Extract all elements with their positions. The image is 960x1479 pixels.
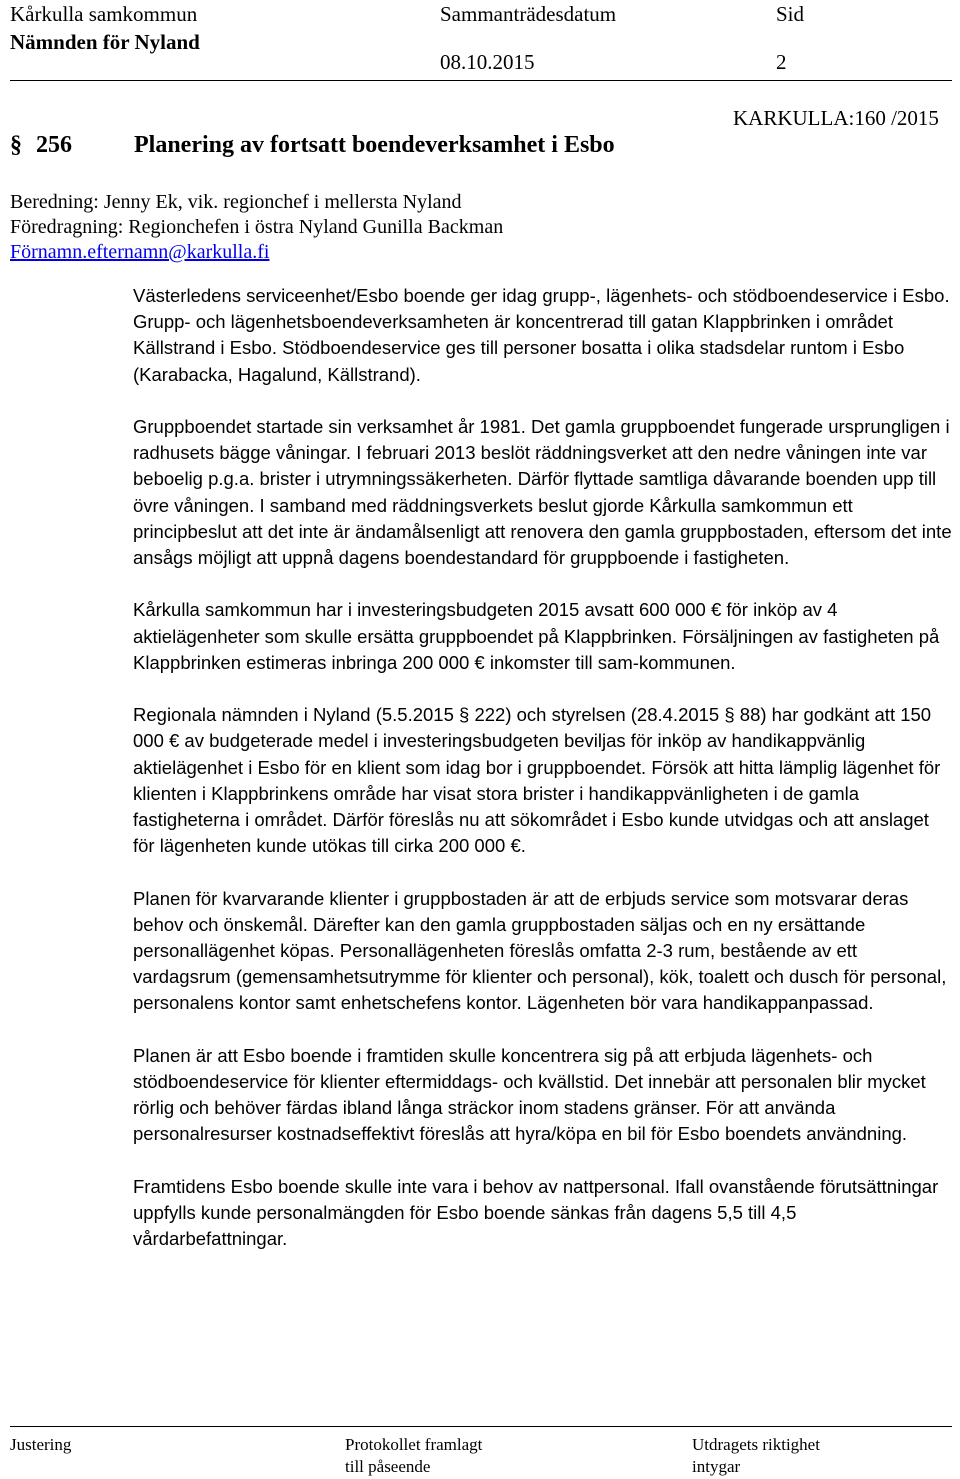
- footer-certify-label-2: intygar: [692, 1457, 741, 1476]
- paragraph: Planen för kvarvarande klienter i gruppbostaden är att de erbjuds service som motsvarar deras behov och önskemål. Därefter kan den gamla gruppbostaden säljas och en ny ersättande personallägenhet köpas. Personallägenheten föreslås omfatta 2-3 rum, bestående av ett vardagsrum (gemensamhetsutrymme för klienter och personal), kök, toalett och dusch för personal, personalens kontor samt enhetschefens kontor. Lägenheten bör vara handikappanpassad.: [133, 887, 947, 1014]
- section-title: Planering av fortsatt boendeverksamhet i Esbo: [134, 132, 615, 158]
- case-reference: KARKULLA:160 /2015: [733, 106, 939, 130]
- section-number: 256: [36, 132, 72, 158]
- paragraph: Västerledens serviceenhet/Esbo boende ger idag grupp-, lägenhets- och stödboendeservice i Esbo. Grupp- och lägenhetsboendeverksamheten är koncentrerad till gatan Klappbrinken i området Källstrand i Esbo. Stödboendeservice ges till personer bosatta i olika stadsdelar runtom i Esbo (Karabacka, Hagalund, Källstrand).: [133, 285, 950, 385]
- footer-justering: Justering: [10, 1435, 72, 1454]
- paragraph: Gruppboendet startade sin verksamhet år 1981. Det gamla gruppboendet fungerade ursprungligen i radhusets bägge våningar. I februari 2013 beslöt räddningsverket att den nedre våningen inte var beboelig p.g.a. brister i utrymningssäkerheten. Därför flyttade samtliga dåvarande boenden upp till övre våningen. I samband med räddningsverkets beslut gjorde Kårkulla samkommun ett principbeslut att det inte är ändamålsenligt att renovera den gamla gruppbostaden, eftersom det inte ansågs möjligt att uppnå dagens boendestandard för gruppboende i fastigheten.: [133, 416, 952, 569]
- section-symbol: §: [10, 132, 22, 158]
- meeting-date-label: Sammanträdesdatum: [440, 2, 617, 26]
- org-name: Kårkulla samkommun: [10, 2, 198, 26]
- paragraph: Framtidens Esbo boende skulle inte vara i behov av nattpersonal. Ifall ovanstående förutsättningar uppfylls kunde personalmängden för Esbo boende sänkas från dagens 5,5 till 4,5 vårdarbefattningar.: [133, 1175, 939, 1250]
- preparation-line: Beredning: Jenny Ek, vik. regionchef i mellersta Nyland: [10, 191, 462, 213]
- footer-protokoll-label-2: till påseende: [345, 1457, 431, 1476]
- page-label: Sid: [776, 2, 805, 26]
- footer-divider: [10, 1426, 952, 1427]
- case-body: [133, 283, 955, 1279]
- paragraph: Regionala nämnden i Nyland (5.5.2015 § 222) och styrelsen (28.4.2015 § 88) har godkänt att 150 000 € av budgeterade medel i investeringsbudgeten beviljas för inköp av handikappvänlig aktielägenhet i Esbo för en klient som idag bor i gruppboendet. Försök att hitta lämplig lägenhet för klienten i Klappbrinkens område har visat stora brister i handikappvänligheten i de gamla fastigheterna i området. Därför föreslås nu att sökområdet i Esbo kunde utvidgas och att anslaget för lägenheten kunde utökas till cirka 200 000 €.: [133, 704, 941, 857]
- presenter-line: Föredragning: Regionchefen i östra Nyland Gunilla Backman: [10, 216, 504, 238]
- paragraph: Planen är att Esbo boende i framtiden skulle koncentrera sig på att erbjuda lägenhets- och stödboendeservice för klienter eftermiddags- och kvällstid. Det innebär att personalen blir mycket rörlig och behöver färdas ibland långa sträckor inom stadens gränser. För att använda personalresurser kostnadseffektivt föreslås att hyra/köpa en bil för Esbo boendets användning.: [133, 1044, 926, 1145]
- header-divider: [10, 80, 952, 81]
- footer-certify-label: Utdragets riktighet: [692, 1435, 820, 1454]
- paragraph: Kårkulla samkommun har i investeringsbudgeten 2015 avsatt 600 000 € för inköp av 4 aktielägenheter som skulle ersätta gruppboendet på Klappbrinken. Försäljningen av fastigheten på Klappbrinken estimeras inbringa 200 000 € inkomster till sam-kommunen.: [133, 599, 940, 673]
- page-number: 2: [776, 50, 787, 74]
- committee-name: Nämnden för Nyland: [10, 30, 200, 54]
- footer-protokoll-label: Protokollet framlagt: [345, 1435, 483, 1454]
- meeting-date: 08.10.2015: [440, 50, 535, 74]
- email-link[interactable]: Förnamn.efternamn@karkulla.fi: [10, 241, 270, 263]
